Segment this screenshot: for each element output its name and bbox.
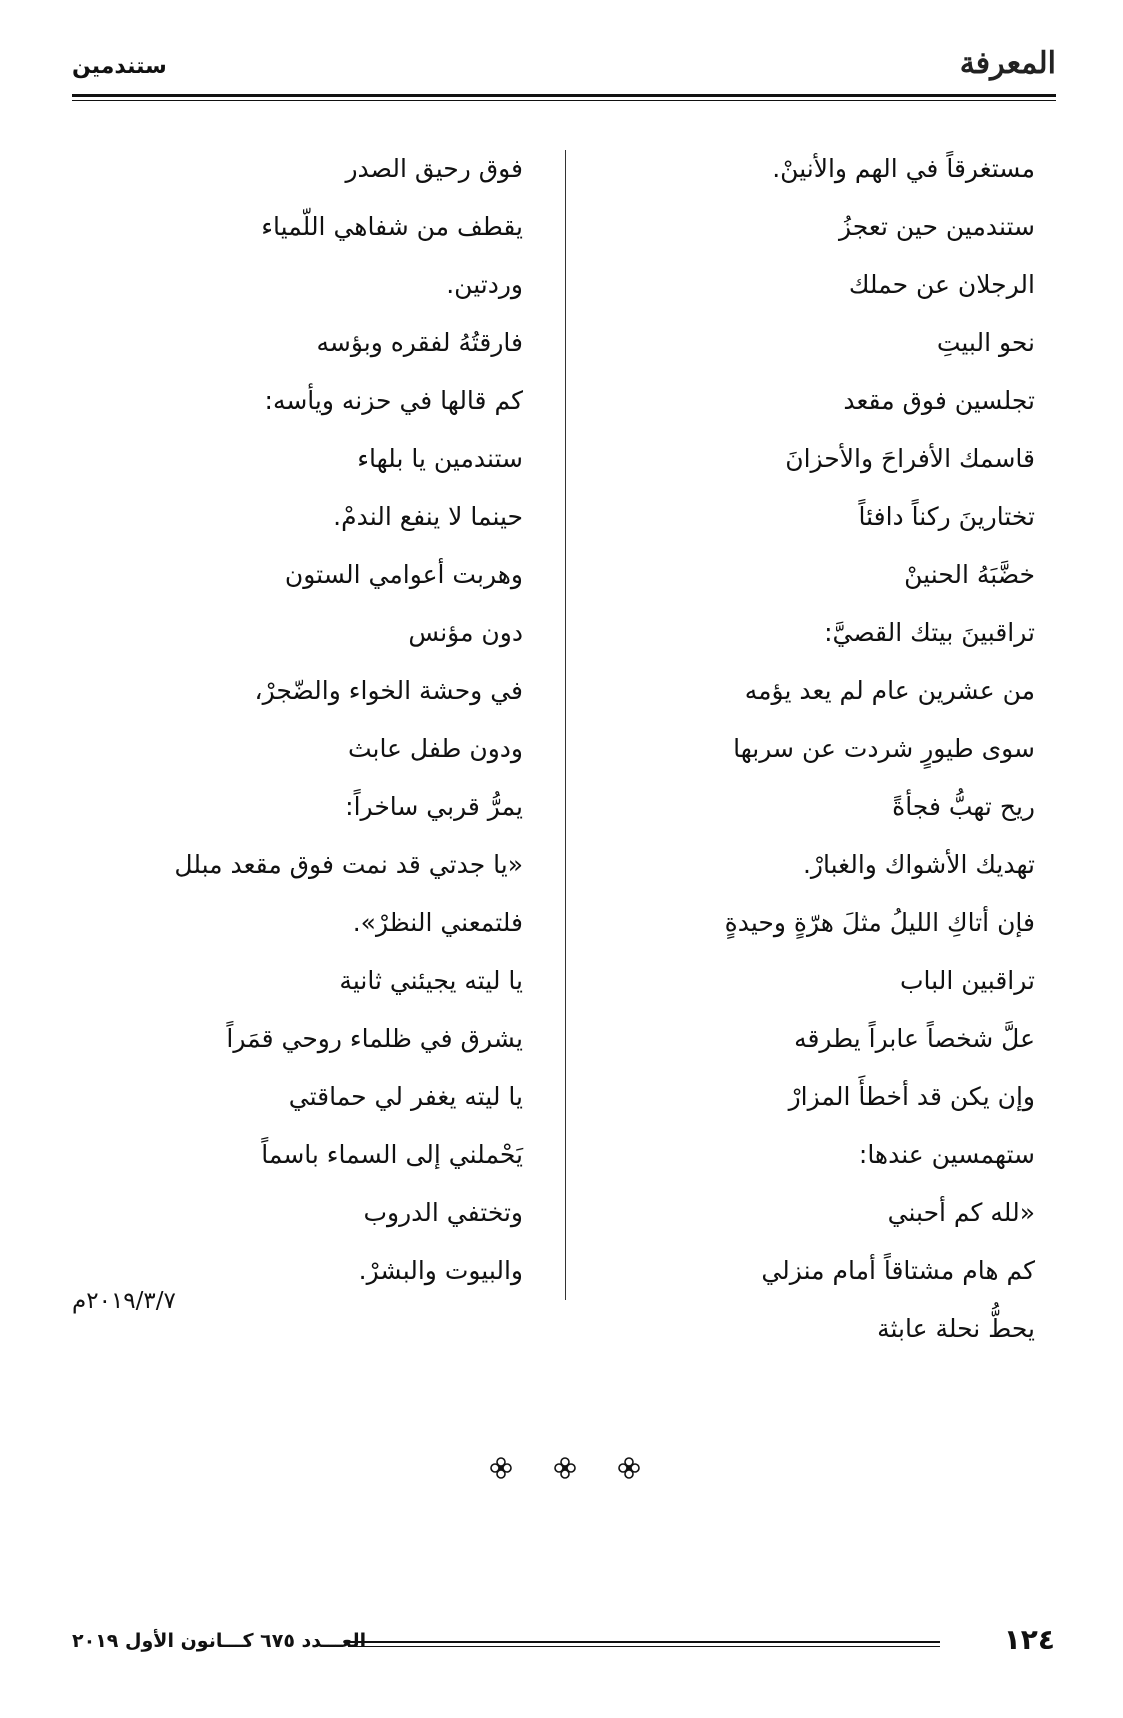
verse-line: يا ليته يجيئني ثانية xyxy=(339,966,523,995)
flower-ornament-icon xyxy=(490,1457,512,1479)
verse-line: يشرق في ظلماء روحي قمَراً xyxy=(226,1024,523,1053)
poem-column-left xyxy=(93,140,523,1300)
page-number: ١٢٤ xyxy=(1003,1623,1055,1656)
verse-line: والبيوت والبشرْ. xyxy=(358,1256,523,1285)
footer-rule xyxy=(348,1641,940,1647)
verse-line: علَّ شخصاً عابراً يطرقه xyxy=(794,1024,1035,1053)
verse-line: تجلسين فوق مقعد xyxy=(843,386,1035,415)
verse-line: من عشرين عام لم يعد يؤمه xyxy=(744,676,1035,705)
running-head-poem-title: ستندمين xyxy=(72,54,167,79)
verse-line: ستندمين يا بلهاء xyxy=(357,444,523,473)
header-rule xyxy=(72,94,1056,101)
poem-date: ٢٠١٩/٣/٧م xyxy=(72,1288,176,1314)
verse-line: وهربت أعوامي الستون xyxy=(284,560,523,589)
verse-line: وردتين. xyxy=(446,270,523,299)
verse-line: يمرُّ قربي ساخراً: xyxy=(345,792,523,821)
verse-line: فوق رحيق الصدر xyxy=(345,154,523,183)
verse-line: فارقتُهُ لفقره وبؤسه xyxy=(316,328,523,357)
verse-line: كم هام مشتاقاً أمام منزلي xyxy=(761,1256,1035,1285)
magazine-logo: المعرفة xyxy=(959,46,1056,81)
verse-line: ودون طفل عابث xyxy=(347,734,523,763)
verse-line: تختارينَ ركناً دافئاً xyxy=(858,502,1035,531)
verse-line: فلتمعني النظرْ». xyxy=(352,908,523,937)
verse-line: يَحْملني إلى السماء باسماً xyxy=(261,1140,523,1169)
verse-line: يقطف من شفاهي اللّمياء xyxy=(261,212,523,241)
verse-line: كم قالها في حزنه ويأسه: xyxy=(264,386,523,415)
verse-line: وإن يكن قد أخطأَ المزارْ xyxy=(788,1082,1035,1111)
verse-line: في وحشة الخواء والضّجرْ، xyxy=(254,676,523,705)
section-ornaments xyxy=(490,1448,640,1488)
verse-line: فإن أتاكِ الليلُ مثلَ هرّةٍ وحيدةٍ xyxy=(724,908,1035,937)
verse-line: حينما لا ينفع الندمْ. xyxy=(333,502,523,531)
verse-line: دون مؤنس xyxy=(408,618,523,647)
verse-line: خضَّبَهُ الحنينْ xyxy=(904,560,1035,589)
verse-line: تراقبينَ بيتك القصيَّ: xyxy=(824,618,1035,647)
verse-line: قاسمك الأفراحَ والأحزانَ xyxy=(785,444,1035,473)
verse-line: يا ليته يغفر لي حماقتي xyxy=(288,1082,523,1111)
verse-line: ستندمين حين تعجزُ xyxy=(839,212,1035,241)
verse-line: الرجلان عن حملك xyxy=(848,270,1035,299)
column-divider xyxy=(565,150,566,1300)
verse-line: يحطُّ نحلة عابثة xyxy=(877,1314,1035,1343)
verse-line: «لله كم أحبني xyxy=(887,1198,1035,1227)
verse-line: ريح تهبُّ فجأةً xyxy=(892,792,1035,821)
flower-ornament-icon xyxy=(554,1457,576,1479)
flower-ornament-icon xyxy=(618,1457,640,1479)
verse-line: سوى طيورٍ شردت عن سربها xyxy=(733,734,1035,763)
verse-line: تهديك الأشواك والغبارْ. xyxy=(802,850,1035,879)
verse-line: نحو البيتِ xyxy=(936,328,1035,357)
poem-column-right xyxy=(615,140,1035,1358)
page-header xyxy=(72,40,1056,100)
verse-line: وتختفي الدروب xyxy=(363,1198,523,1227)
verse-line: «يا جدتي قد نمت فوق مقعد مبلل xyxy=(174,850,523,879)
verse-line: ستهمسين عندها: xyxy=(858,1140,1035,1169)
verse-line: مستغرقاً في الهم والأنينْ. xyxy=(772,154,1035,183)
verse-line: تراقبين الباب xyxy=(900,966,1035,995)
footer-issue-info: العـــدد ٦٧٥ كـــانون الأول ٢٠١٩ xyxy=(72,1630,367,1652)
